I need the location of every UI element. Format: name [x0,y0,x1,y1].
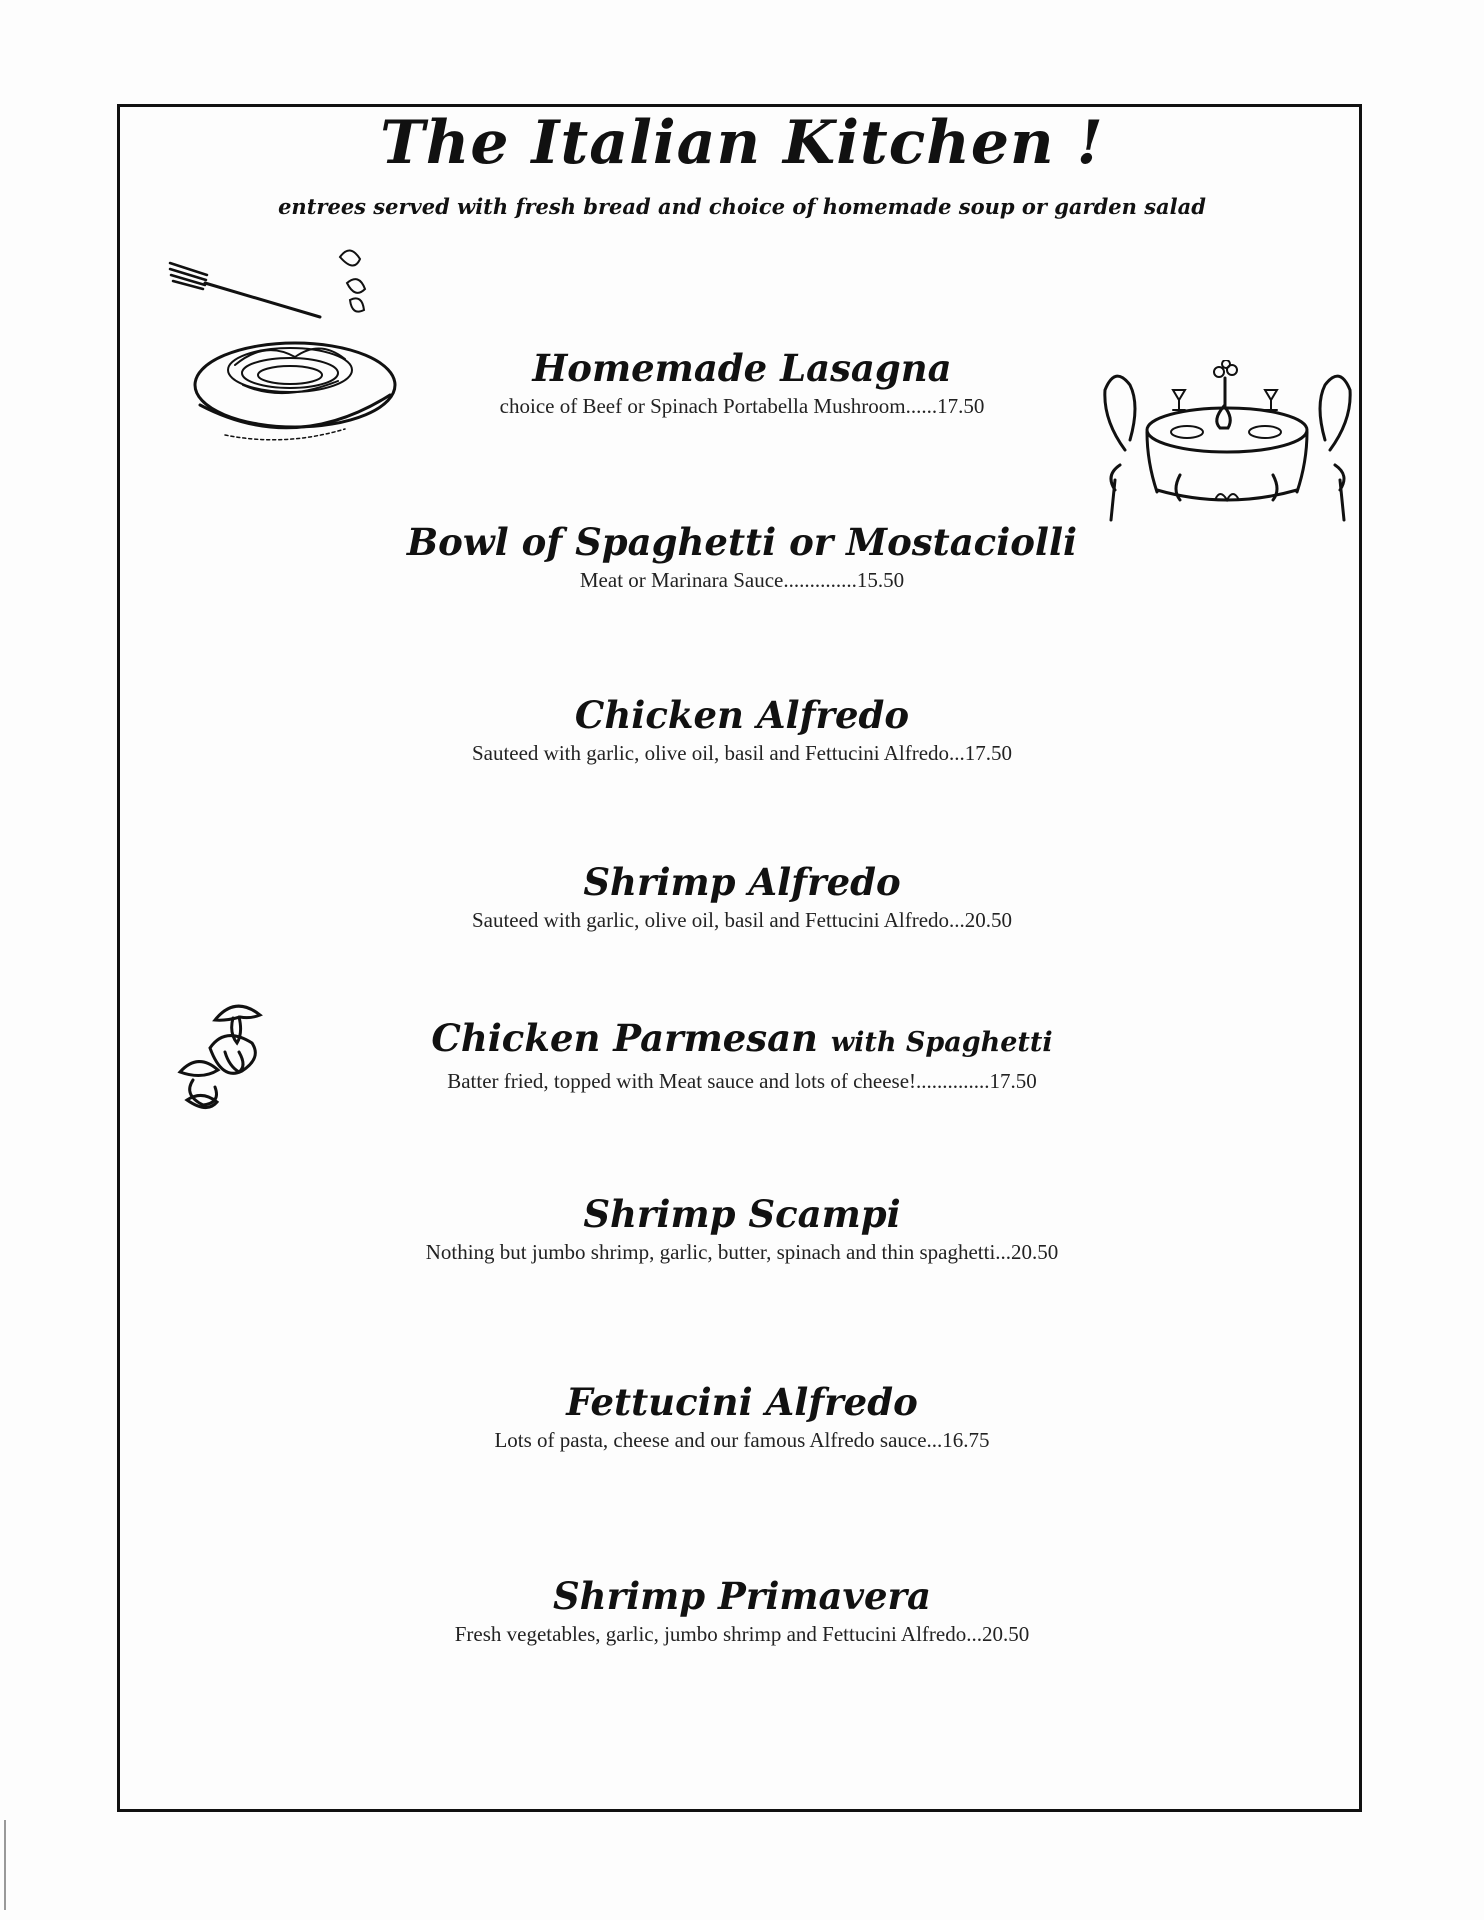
menu-item [0,346,1484,420]
item-description: Meat or Marinara Sauce..............15.50 [579,568,905,592]
item-description: Sauteed with garlic, olive oil, basil and Fettucini Alfredo...20.50 [471,908,1013,932]
item-description: Lots of pasta, cheese and our famous Alfredo sauce...16.75 [494,1428,990,1452]
menu-subtitle: entrees served with fresh bread and choice of homemade soup or garden salad [278,194,1206,219]
item-description: Fresh vegetables, garlic, jumbo shrimp and Fettucini Alfredo...20.50 [454,1622,1030,1646]
item-description: Batter fried, topped with Meat sauce and lots of cheese!..............17.50 [447,1069,1037,1093]
menu-item [0,1192,1484,1266]
item-name: Bowl of Spaghetti or Mostaciolli [406,520,1078,564]
menu-item [0,860,1484,934]
item-name: Homemade Lasagna [532,346,952,390]
menu-item [0,1016,1484,1095]
item-description: choice of Beef or Spinach Portabella Mushroom......17.50 [499,394,985,418]
item-name-suffix: with Spaghetti [830,1027,1053,1058]
item-name: Shrimp Alfredo [583,860,901,904]
item-name: Fettucini Alfredo [566,1380,918,1424]
scan-edge-mark [4,1820,6,1910]
menu-item [0,1574,1484,1648]
menu-item [0,520,1484,594]
item-name: Shrimp Scampi [583,1192,901,1236]
item-description: Sauteed with garlic, olive oil, basil and Fettucini Alfredo...17.50 [471,741,1013,765]
item-name [0,1016,1484,1065]
menu-item [0,1380,1484,1454]
item-name: Chicken Alfredo [574,693,910,737]
item-name-main: Chicken Parmesan [431,1016,818,1060]
item-description: Nothing but jumbo shrimp, garlic, butter, spinach and thin spaghetti...20.50 [425,1240,1059,1264]
menu-item [0,693,1484,767]
menu-title: The Italian Kitchen ! [380,108,1104,178]
item-name: Shrimp Primavera [552,1574,932,1618]
